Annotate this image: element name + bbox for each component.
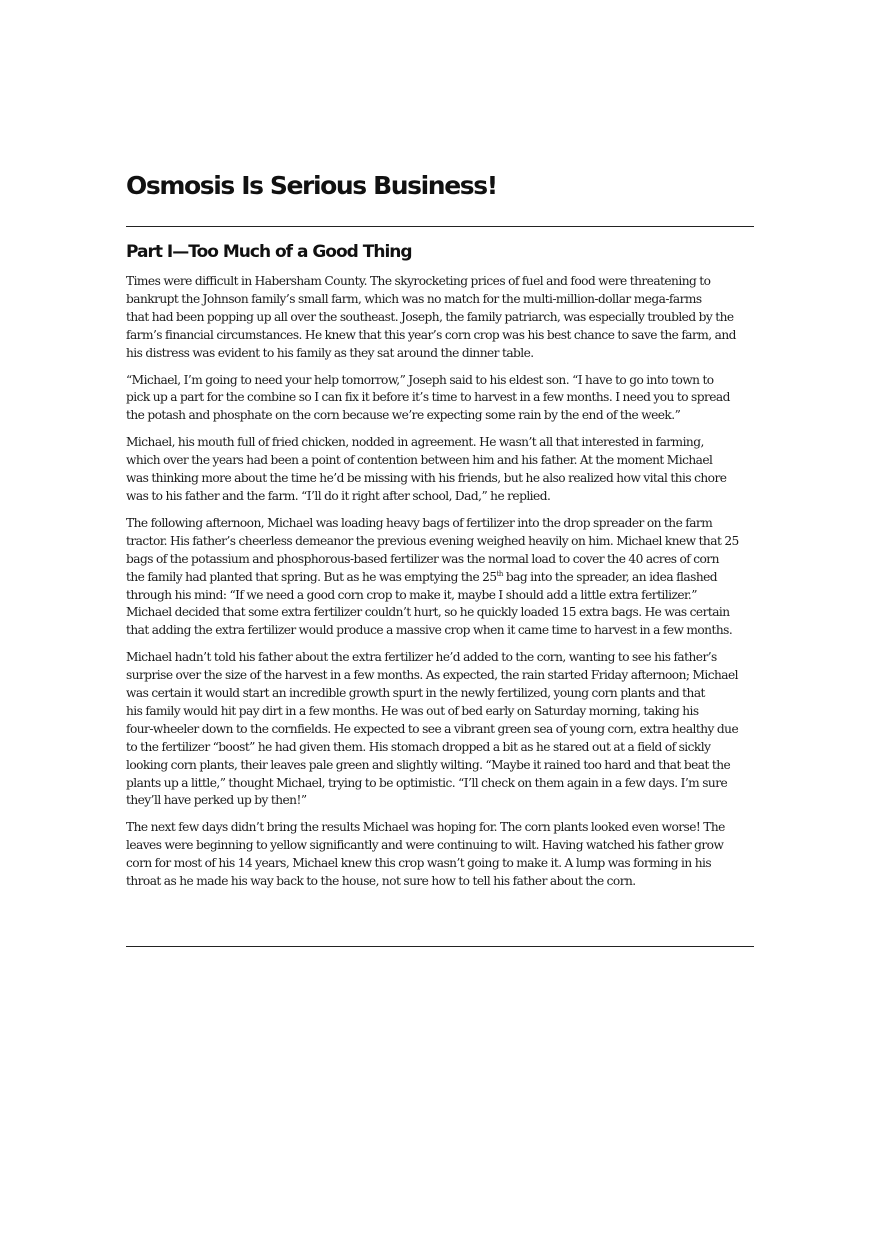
text-line: bags of the potassium and phosphorous-based fertilizer was the normal load to cover the 40 acres of corn [126, 551, 719, 566]
text-line: Michael hadn’t told his father about the extra fertilizer he’d added to the corn, wanting to see his father’s [126, 650, 717, 665]
paragraph-5 [126, 649, 754, 810]
paragraph-6 [126, 819, 754, 891]
text-line: which over the years had been a point of contention between him and his father. At the moment Michael [126, 453, 713, 468]
paragraph-3 [126, 434, 754, 506]
bottom-divider [126, 946, 754, 947]
text-line: corn for most of his 14 years, Michael knew this crop wasn’t going to make it. A lump was forming in his [126, 856, 712, 871]
text-line: bankrupt the Johnson family’s small farm, which was no match for the multi-million-dollar mega-farms [126, 291, 702, 306]
text-line: his distress was evident to his family as they sat around the dinner table. [126, 345, 534, 360]
text-line: leaves were beginning to yellow significantly and were continuing to wilt. Having watched his father grow [126, 838, 724, 853]
document-body [126, 168, 754, 891]
page-title: Osmosis Is Serious Business! [126, 171, 497, 200]
paragraph-4 [126, 515, 754, 640]
text-fragment: the family had planted that spring. But as he was emptying the 25 [126, 569, 497, 584]
paragraph-1 [126, 273, 754, 363]
text-line: “Michael, I’m going to need your help tomorrow,” Joseph said to his eldest son. “I have to go into town to [126, 372, 714, 387]
section-heading: Part I—Too Much of a Good Thing [126, 242, 412, 262]
text-line: was to his father and the farm. “I’ll do it right after school, Dad,” he replied. [126, 488, 551, 503]
text-line: they’ll have perked up by then!” [126, 793, 307, 808]
text-line: Michael decided that some extra fertilizer couldn’t hurt, so he quickly loaded 15 extra bags. He was certain [126, 605, 730, 620]
text-line: to the fertilizer “boost” he had given them. His stomach dropped a bit as he stared out at a field of sickly [126, 739, 711, 754]
text-line: pick up a part for the combine so I can fix it before it’s time to harvest in a few months. I need you to spread [126, 390, 730, 405]
text-line: his family would hit pay dirt in a few months. He was out of bed early on Saturday morning, taking his [126, 703, 699, 718]
text-line: The next few days didn’t bring the results Michael was hoping for. The corn plants looked even worse! The [126, 820, 725, 835]
text-line: that had been popping up all over the southeast. Joseph, the family patriarch, was especially troubled by the [126, 309, 734, 324]
text-line [126, 569, 754, 587]
paragraph-2 [126, 372, 754, 426]
title-divider [126, 226, 754, 227]
text-line: Michael, his mouth full of fried chicken, nodded in agreement. He wasn’t all that interested in farming, [126, 435, 704, 450]
text-line: farm’s financial circumstances. He knew that this year’s corn crop was his best chance to save the farm, and [126, 327, 736, 342]
text-line: was thinking more about the time he’d be missing with his friends, but he also realized how vital this chore [126, 471, 727, 486]
text-line: The following afternoon, Michael was loading heavy bags of fertilizer into the drop spreader on the farm [126, 515, 713, 530]
text-line: Times were difficult in Habersham County. The skyrocketing prices of fuel and food were threatening to [126, 274, 711, 288]
text-line: the potash and phosphate on the corn because we’re expecting some rain by the end of the week.” [126, 408, 681, 423]
text-line: tractor. His father’s cheerless demeanor the previous evening weighed heavily on him. Michael knew that 25 [126, 533, 739, 548]
text-line: throat as he made his way back to the house, not sure how to tell his father about the corn. [126, 874, 636, 889]
text-line: was certain it would start an incredible growth spurt in the newly fertilized, young corn plants and that [126, 686, 705, 701]
text-line: looking corn plants, their leaves pale green and slightly wilting. “Maybe it rained too hard and that beat the [126, 757, 731, 772]
text-line: four-wheeler down to the cornfields. He expected to see a vibrant green sea of young corn, extra healthy due [126, 721, 739, 736]
text-fragment: bag into the spreader, an idea flashed [502, 569, 718, 584]
text-line: that adding the extra fertilizer would produce a massive crop when it came time to harvest in a few months. [126, 623, 733, 638]
text-line: surprise over the size of the harvest in a few months. As expected, the rain started Friday afternoon; Michael [126, 668, 739, 683]
text-line: plants up a little,” thought Michael, trying to be optimistic. “I’ll check on them again in a few days. I’m sure [126, 775, 728, 790]
ordinal-suffix: th [496, 569, 503, 578]
text-line: through his mind: “If we need a good corn crop to make it, maybe I should add a little extra fertilizer.” [126, 587, 697, 602]
